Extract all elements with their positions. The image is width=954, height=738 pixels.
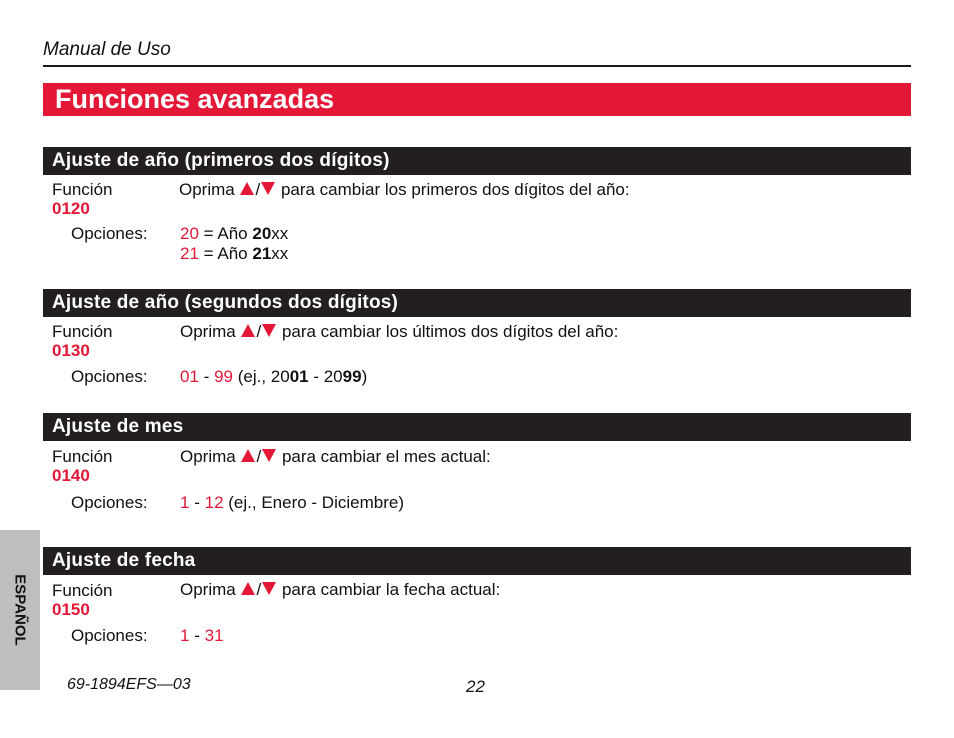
option-value: 21	[180, 244, 199, 263]
function-label: Función	[52, 581, 113, 600]
options-label: Opciones:	[71, 224, 148, 243]
instruction-text: para cambiar los últimos dos dígitos del año:	[281, 322, 619, 341]
section-heading: Ajuste de año (primeros dos dígitos)	[52, 150, 390, 171]
section-heading: Ajuste de año (segundos dos dígitos)	[52, 292, 399, 313]
section-heading: Ajuste de fecha	[52, 550, 196, 571]
section-heading-bar	[43, 147, 911, 175]
document-code: 69-1894EFS—03	[67, 676, 191, 693]
option-suffix: xx	[271, 244, 289, 263]
option-bold-digits: 21	[252, 244, 272, 263]
options-label: Opciones:	[71, 367, 148, 386]
down-arrow-icon	[262, 449, 276, 462]
range-from: 1	[180, 493, 190, 512]
down-arrow-icon	[262, 582, 276, 595]
option-value: 20	[180, 224, 199, 243]
up-arrow-icon	[240, 182, 254, 195]
arrow-separator: /	[256, 447, 262, 466]
function-code: 0140	[52, 466, 90, 485]
range-to: 12	[204, 493, 224, 512]
range-note-part: (ej., 20	[237, 367, 290, 386]
arrow-separator: /	[256, 322, 262, 341]
range-note	[238, 367, 368, 386]
range-note-part: - 20	[308, 367, 343, 386]
instruction-text: para cambiar el mes actual:	[281, 447, 491, 466]
instruction-line	[180, 447, 491, 467]
up-arrow-icon	[241, 449, 255, 462]
range-dash: -	[194, 493, 200, 512]
instruction-verb: Oprima	[180, 580, 236, 599]
option-equals: = Año	[203, 244, 248, 263]
section-heading-bar	[43, 289, 911, 317]
options-label: Opciones:	[71, 626, 148, 645]
instruction-verb: Oprima	[180, 322, 236, 341]
function-label: Función	[52, 322, 113, 341]
section-heading: Ajuste de mes	[52, 416, 184, 437]
range-from: 1	[180, 626, 190, 645]
up-arrow-icon	[241, 582, 255, 595]
option-range	[180, 626, 224, 646]
range-note-part: )	[361, 367, 368, 386]
instruction-line	[180, 322, 618, 342]
section-heading-bar	[43, 413, 911, 441]
manual-header-label: Manual de Uso	[43, 39, 171, 60]
range-dash: -	[194, 626, 200, 645]
function-label: Función	[52, 180, 113, 199]
down-arrow-icon	[262, 324, 276, 337]
range-note: (ej., Enero - Diciembre)	[228, 493, 404, 512]
function-code: 0120	[52, 199, 90, 218]
option-bold-digits: 20	[252, 224, 272, 243]
option-range	[180, 493, 404, 513]
range-note-bold: 99	[342, 367, 362, 386]
page-title-bar	[43, 83, 911, 116]
instruction-text: para cambiar los primeros dos dígitos del año:	[280, 180, 630, 199]
range-note-bold: 01	[289, 367, 309, 386]
instruction-verb: Oprima	[180, 447, 236, 466]
option-equals: = Año	[203, 224, 248, 243]
instruction-text: para cambiar la fecha actual:	[281, 580, 501, 599]
range-to: 31	[204, 626, 224, 645]
instruction-line	[179, 180, 630, 200]
section-heading-bar	[43, 547, 911, 575]
arrow-separator: /	[255, 180, 261, 199]
function-code: 0150	[52, 600, 90, 619]
page-title: Funciones avanzadas	[55, 84, 335, 114]
header-divider	[43, 65, 911, 67]
arrow-separator: /	[256, 580, 262, 599]
language-side-tab	[0, 530, 40, 690]
range-to: 99	[214, 367, 233, 386]
range-from: 01	[180, 367, 199, 386]
range-dash: -	[203, 367, 210, 386]
page-number: 22	[466, 677, 485, 696]
function-label: Función	[52, 447, 113, 466]
option-item	[180, 224, 288, 244]
instruction-verb: Oprima	[179, 180, 235, 199]
up-arrow-icon	[241, 324, 255, 337]
option-suffix: xx	[271, 224, 289, 243]
option-range	[180, 367, 367, 387]
language-tab-label: ESPAÑOL	[11, 574, 29, 646]
down-arrow-icon	[261, 182, 275, 195]
function-code: 0130	[52, 341, 90, 360]
options-label: Opciones:	[71, 493, 148, 512]
option-item	[180, 244, 288, 264]
instruction-line	[180, 580, 500, 600]
